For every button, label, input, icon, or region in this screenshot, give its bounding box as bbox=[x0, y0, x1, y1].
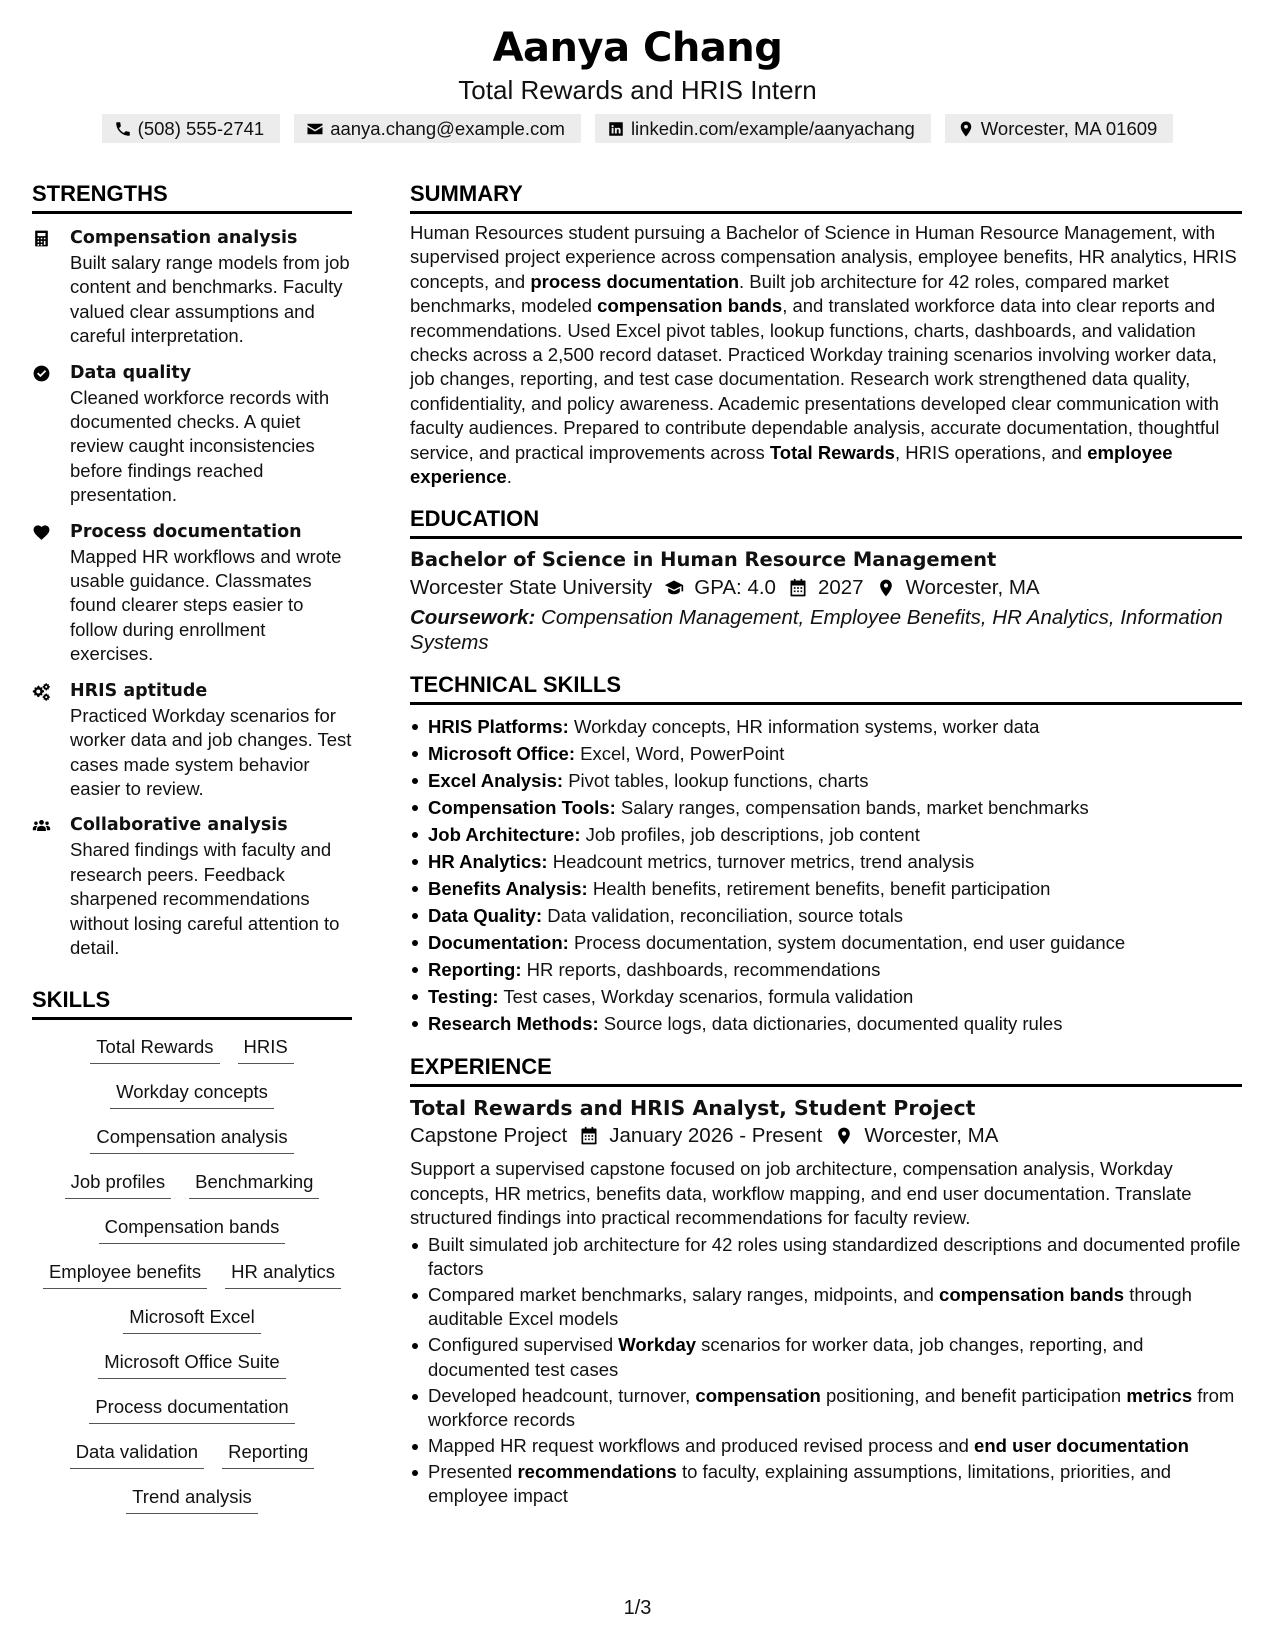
skills-list bbox=[32, 1034, 352, 1529]
skill-chip: Compensation bands bbox=[99, 1214, 286, 1244]
bullet-text: through auditable Excel models bbox=[428, 1284, 1192, 1330]
skill-values: Data validation, reconciliation, source totals bbox=[542, 905, 904, 927]
school-name: Worcester State University bbox=[410, 576, 653, 600]
strength-title: Compensation analysis bbox=[70, 228, 298, 248]
bullet-keyword: metrics bbox=[1126, 1384, 1193, 1406]
skill-category: Data Quality: bbox=[428, 905, 543, 927]
contact-location bbox=[945, 114, 1174, 143]
skill-values: Source logs, data dictionaries, documented quality rules bbox=[598, 1013, 1063, 1035]
check-circle-icon bbox=[32, 364, 51, 383]
skill-chip: Workday concepts bbox=[110, 1079, 274, 1109]
skill-category: Research Methods: bbox=[428, 1013, 599, 1035]
strength-item bbox=[32, 520, 352, 667]
experience-heading: EXPERIENCE bbox=[410, 1053, 1242, 1087]
bullet-text: to faculty, explaining assumptions, limitations, priorities, and employee impact bbox=[428, 1460, 1172, 1507]
skill-values: Headcount metrics, turnover metrics, trend analysis bbox=[547, 851, 975, 873]
skill-row bbox=[32, 1214, 352, 1259]
page-number: 1/3 bbox=[623, 1597, 652, 1619]
skill-row bbox=[32, 1349, 352, 1394]
skill-category: Benefits Analysis: bbox=[428, 878, 588, 900]
skill-category: Microsoft Office: bbox=[428, 743, 575, 765]
skill-chip: Trend analysis bbox=[126, 1484, 258, 1514]
skill-chip: HRIS bbox=[238, 1034, 294, 1064]
strength-item bbox=[32, 679, 352, 802]
technical-skills-heading: TECHNICAL SKILLS bbox=[410, 671, 1242, 705]
bullet-text: Compared market benchmarks, salary ranges, midpoints, and bbox=[428, 1284, 940, 1305]
map-pin-icon bbox=[957, 120, 975, 138]
skill-chip: Total Rewards bbox=[90, 1034, 219, 1064]
summary-segment: , HRIS operations, and bbox=[894, 441, 1088, 463]
job-dates: January 2026 - Present bbox=[609, 1124, 823, 1148]
left-column bbox=[32, 180, 352, 1529]
bullet-text: from workforce records bbox=[428, 1384, 1235, 1431]
map-pin-icon bbox=[834, 1126, 854, 1146]
candidate-role: Total Rewards and HRIS Intern bbox=[458, 75, 817, 105]
skill-chip: Data validation bbox=[70, 1439, 204, 1469]
technical-skill-item bbox=[410, 713, 1242, 740]
strength-title: Collaborative analysis bbox=[70, 815, 288, 836]
strength-item bbox=[32, 813, 352, 960]
technical-skill-item bbox=[410, 983, 1242, 1010]
bullet-text: scenarios for worker data, job changes, reporting, and documented test cases bbox=[428, 1334, 1144, 1380]
skill-category: Testing: bbox=[428, 986, 499, 1008]
strength-item bbox=[32, 361, 352, 508]
skill-values: HR reports, dashboards, recommendations bbox=[521, 959, 881, 981]
strengths-heading: STRENGTHS bbox=[32, 180, 352, 214]
strength-title: Data quality bbox=[70, 362, 192, 383]
experience-bullet bbox=[410, 1434, 1242, 1458]
strength-title: Process documentation bbox=[70, 521, 302, 542]
strength-item bbox=[32, 226, 352, 349]
bullet-text: Configured supervised bbox=[428, 1334, 619, 1356]
experience-bullet bbox=[410, 1333, 1242, 1382]
strength-description: Built salary range models from job content and benchmarks. Faculty valued clear assumptions and careful interpretation. bbox=[70, 252, 350, 347]
skills-heading: SKILLS bbox=[32, 986, 352, 1020]
bullet-text: Developed headcount, turnover, bbox=[428, 1384, 696, 1406]
skill-chip: Compensation analysis bbox=[90, 1124, 293, 1154]
summary-segment: . Built job architecture for 42 roles, compared market benchmarks, modeled bbox=[410, 270, 1169, 317]
skill-chip: HR analytics bbox=[225, 1259, 341, 1289]
education-heading: EDUCATION bbox=[410, 505, 1242, 539]
email-text[interactable]: aanya.chang@example.com bbox=[330, 117, 565, 139]
bullet-text: positioning, and benefit participation bbox=[820, 1384, 1127, 1406]
skill-chip: Microsoft Office Suite bbox=[98, 1349, 285, 1379]
gpa: GPA: 4.0 bbox=[694, 576, 776, 600]
skill-values: Salary ranges, compensation bands, market benchmarks bbox=[615, 797, 1089, 819]
bullet-keyword: end user documentation bbox=[974, 1434, 1189, 1456]
summary-heading: SUMMARY bbox=[410, 180, 1242, 214]
map-pin-icon bbox=[876, 578, 896, 598]
summary-keyword: employee experience bbox=[410, 441, 1173, 488]
linkedin-text[interactable]: linkedin.com/example/aanyachang bbox=[630, 117, 915, 139]
strength-description: Cleaned workforce records with documented checks. A quiet review caught inconsistencies before findings reached presentation. bbox=[70, 386, 330, 506]
resume-header bbox=[0, 22, 1275, 143]
skill-category: Excel Analysis: bbox=[428, 770, 564, 792]
technical-skill-item bbox=[410, 794, 1242, 821]
education-meta bbox=[410, 573, 1242, 603]
skill-values: Process documentation, system documentation, end user guidance bbox=[568, 932, 1126, 954]
strength-description: Practiced Workday scenarios for worker data and job changes. Test cases made system behavior easier to review. bbox=[70, 704, 352, 799]
bullet-text: Built simulated job architecture for 42 roles using standardized descriptions and documented profile factors bbox=[428, 1233, 1241, 1280]
skill-category: HR Analytics: bbox=[428, 851, 548, 873]
skill-category: Job Architecture: bbox=[428, 824, 581, 846]
summary-keyword: process documentation bbox=[530, 270, 740, 292]
contact-bar bbox=[0, 114, 1275, 143]
strength-description: Shared findings with faculty and research peers. Feedback sharpened recommendations without losing careful attention to detail. bbox=[70, 839, 340, 958]
summary-keyword: compensation bands bbox=[597, 295, 783, 317]
experience-bullet bbox=[410, 1233, 1242, 1282]
experience-bullet bbox=[410, 1460, 1242, 1509]
skill-row bbox=[32, 1034, 352, 1079]
technical-skill-item bbox=[410, 875, 1242, 902]
coursework-label: Coursework: bbox=[410, 606, 536, 630]
skill-chip: Process documentation bbox=[89, 1394, 294, 1424]
skill-row bbox=[32, 1394, 352, 1439]
gears-icon bbox=[32, 682, 51, 701]
skill-row bbox=[32, 1304, 352, 1349]
technical-skills-list bbox=[410, 713, 1242, 1037]
bullet-text: Presented bbox=[428, 1460, 518, 1482]
bullet-keyword: compensation bands bbox=[939, 1284, 1125, 1305]
skill-chip: Microsoft Excel bbox=[123, 1304, 260, 1334]
technical-skill-item bbox=[410, 1010, 1242, 1037]
skill-category: Reporting: bbox=[428, 959, 522, 981]
users-icon bbox=[32, 816, 51, 835]
skill-values: Job profiles, job descriptions, job content bbox=[580, 824, 920, 846]
skill-row bbox=[32, 1169, 352, 1214]
technical-skill-item bbox=[410, 767, 1242, 794]
linkedin-icon bbox=[607, 120, 625, 138]
summary-segment: , and translated workforce data into clear reports and recommendations. Used Excel pivot tables, lookup functions, charts, dashboards, and validation checks across a 2,500 record dataset. Practiced Workday training scenarios involving worker data, job changes, reporting, and test case documentation. Research work strengthened data quality, confidentiality, and policy awareness. Academic presentations developed clear communication with faculty audiences. Prepared to contribute dependable analysis, accurate documentation, thoughtful service, and practical improvements across bbox=[410, 295, 1220, 463]
job-meta bbox=[410, 1121, 1242, 1151]
heart-icon bbox=[32, 523, 51, 542]
technical-skill-item bbox=[410, 929, 1242, 956]
candidate-name: Aanya Chang bbox=[492, 25, 783, 71]
contact-linkedin[interactable] bbox=[595, 114, 931, 143]
technical-skill-item bbox=[410, 848, 1242, 875]
experience-bullet bbox=[410, 1283, 1242, 1332]
technical-skill-item bbox=[410, 821, 1242, 848]
phone-text: (508) 555-2741 bbox=[137, 117, 265, 139]
experience-bullet bbox=[410, 1384, 1242, 1433]
skill-category: HRIS Platforms: bbox=[428, 716, 569, 738]
skill-values: Health benefits, retirement benefits, benefit participation bbox=[587, 878, 1051, 900]
bullet-keyword: recommendations bbox=[517, 1460, 677, 1482]
summary-keyword: Total Rewards bbox=[769, 441, 895, 463]
skill-values: Excel, Word, PowerPoint bbox=[574, 743, 785, 765]
graduation-cap-icon bbox=[664, 578, 684, 598]
envelope-icon bbox=[306, 120, 324, 138]
bullet-keyword: Workday bbox=[618, 1334, 697, 1356]
phone-icon bbox=[114, 120, 132, 138]
coursework bbox=[410, 606, 1242, 655]
skill-category: Compensation Tools: bbox=[428, 797, 616, 819]
job-title: Total Rewards and HRIS Analyst, Student Project bbox=[410, 1096, 976, 1121]
school-location: Worcester, MA bbox=[905, 576, 1040, 600]
skill-chip: Benchmarking bbox=[189, 1169, 319, 1199]
summary-segment: . bbox=[506, 466, 512, 488]
calendar-icon bbox=[788, 578, 808, 598]
skill-values: Pivot tables, lookup functions, charts bbox=[563, 770, 869, 792]
strength-title: HRIS aptitude bbox=[70, 680, 208, 701]
location-text: Worcester, MA 01609 bbox=[980, 117, 1158, 139]
skill-row bbox=[32, 1484, 352, 1529]
right-column bbox=[410, 180, 1242, 1510]
summary-text bbox=[410, 221, 1242, 489]
summary-segment: Human Resources student pursuing a Bachelor of Science in Human Resource Management, with supervised project experience across compensation analysis, employee benefits, HR analytics, HRIS concepts, and bbox=[410, 222, 1237, 292]
skill-chip: Job profiles bbox=[65, 1169, 172, 1199]
bullet-keyword: compensation bbox=[695, 1384, 821, 1406]
strength-description: Mapped HR workflows and wrote usable guidance. Classmates found clearer steps easier to follow during enrollment exercises. bbox=[70, 545, 342, 665]
contact-phone bbox=[102, 114, 281, 143]
calendar-icon bbox=[579, 1126, 599, 1146]
graduation-year: 2027 bbox=[817, 576, 864, 600]
education-section bbox=[410, 505, 1242, 655]
experience-bullets bbox=[410, 1233, 1242, 1509]
skill-row bbox=[32, 1439, 352, 1484]
job-org: Capstone Project bbox=[410, 1124, 568, 1148]
skill-row bbox=[32, 1259, 352, 1304]
skill-values: Test cases, Workday scenarios, formula validation bbox=[498, 986, 914, 1008]
skill-row bbox=[32, 1079, 352, 1124]
skill-chip: Employee benefits bbox=[43, 1259, 207, 1289]
technical-skill-item bbox=[410, 956, 1242, 983]
job-intro: Support a supervised capstone focused on job architecture, compensation analysis, Workday concepts, HR metrics, benefits data, workflow mapping, and end user documentation. Translate structured findings into practical recommendations for faculty review. bbox=[410, 1158, 1192, 1229]
experience-section bbox=[410, 1053, 1242, 1508]
skill-chip: Reporting bbox=[222, 1439, 314, 1469]
contact-email[interactable] bbox=[294, 114, 581, 143]
bullet-text: Mapped HR request workflows and produced revised process and bbox=[428, 1434, 975, 1456]
technical-skill-item bbox=[410, 902, 1242, 929]
degree-title: Bachelor of Science in Human Resource Management bbox=[410, 548, 997, 572]
job-location: Worcester, MA bbox=[864, 1124, 999, 1148]
calculator-icon bbox=[32, 229, 51, 248]
skill-values: Workday concepts, HR information systems, worker data bbox=[568, 716, 1040, 738]
technical-skills-section bbox=[410, 671, 1242, 1037]
technical-skill-item bbox=[410, 740, 1242, 767]
skill-category: Documentation: bbox=[428, 932, 569, 954]
coursework-list: Compensation Management, Employee Benefits, HR Analytics, Information Systems bbox=[410, 606, 1223, 654]
skill-row bbox=[32, 1124, 352, 1169]
